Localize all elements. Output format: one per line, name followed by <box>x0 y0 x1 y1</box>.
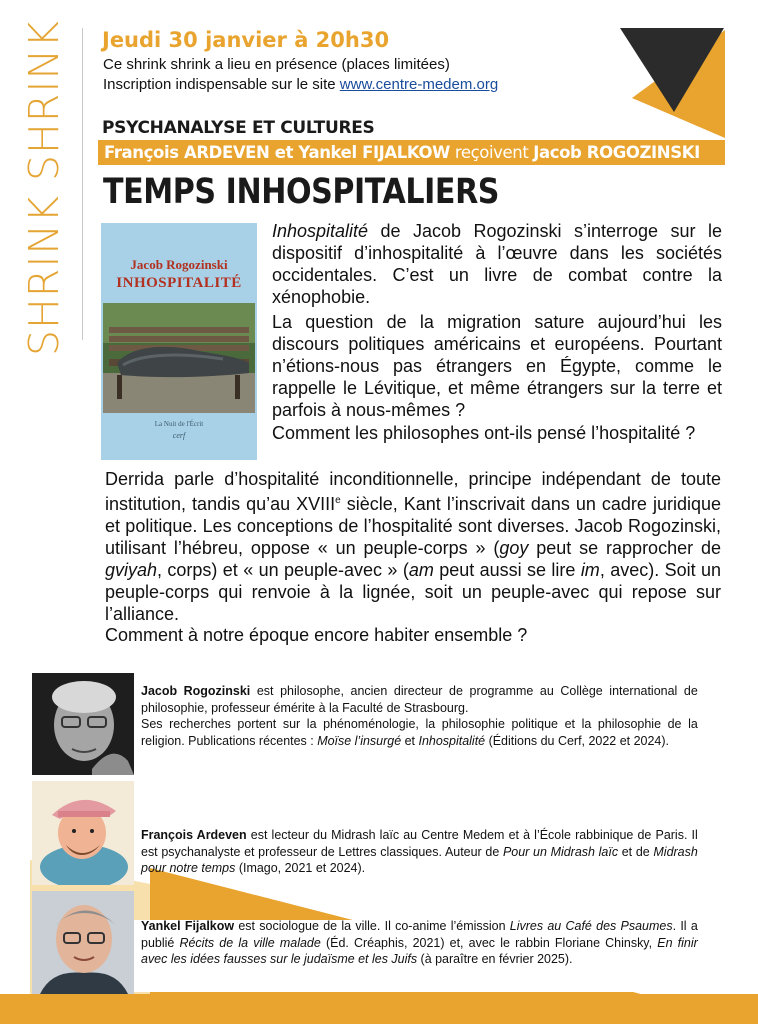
event-info-registration: Inscription indispensable sur le site www.centre-medem.org <box>103 76 499 93</box>
avatar-jacob-rogozinski <box>32 673 134 775</box>
book-cover-photo <box>103 303 255 413</box>
side-label: SHRINK SHRINK <box>20 19 68 357</box>
book-cover-author: Jacob Rogozinski <box>130 257 228 272</box>
book-cover <box>101 223 257 460</box>
series-title: PSYCHANALYSE ET CULTURES <box>102 118 375 138</box>
avatar-francois-ardeven <box>32 781 134 885</box>
corner-decoration-top <box>600 20 740 160</box>
bio-francois-ardeven: François Ardeven est lecteur du Midrash laïc au Centre Medem et à l’École rabbinique de Paris. Il est psychanalyste et professeur de Lettres classiques. Auteur de Pour un Midrash laïc et de Midrash pour notre temps (Imago, 2021 et 2024). <box>141 827 698 875</box>
event-date: Jeudi 30 janvier à 20h30 <box>102 28 390 52</box>
book-cover-publisher: cerf <box>172 431 186 440</box>
event-info-presence: Ce shrink shrink a lieu en présence (places limitées) <box>103 56 450 73</box>
paragraph-migration: La question de la migration sature aujourd’hui les discours politiques américains et européens. Pourtant n’étions-nous pas étrangers en Égypte, comme le rappelle le Lévitique, et même étrangers sur la terre et parfois à nous-mêmes ? <box>272 312 722 420</box>
registration-link[interactable]: www.centre-medem.org <box>339 76 499 93</box>
avatar-yankel-fijalkow <box>32 891 134 994</box>
paragraph-question: Comment les philosophes ont-ils pensé l’hospitalité ? <box>272 423 696 443</box>
paragraph-derrida: Derrida parle d’hospitalité inconditionnelle, principe indépendant de toute institution, tandis qu’au XVIIIe siècle, Kant l’inscrivait dans un cadre juridique et politique. Les conceptions de l’hospitalité sont diverses. Jacob Rogozinski, utilisant l’hébreu, oppose « un peuple-corps » (goy peut se rapprocher de gviyah, corps) et « un peuple-avec » (am peut aussi se lire im, avec). Soit un peuple-corps qui renvoie à la lignée, soit un peuple-avec qui repose sur l’alliance. <box>105 469 722 624</box>
paragraph-closing-question: Comment à notre époque encore habiter ensemble ? <box>105 625 528 645</box>
bio-yankel-fijalkow: Yankel Fijalkow est sociologue de la ville. Il co-anime l’émission Livres au Café des Psaumes. Il a publié Récits de la ville malade (Éd. Créaphis, 2021) et, avec le rabbin Floriane Chinsky, En finir avec les idées fausses sur le judaïsme et les Juifs (à paraître en février 2025). <box>141 918 698 966</box>
book-cover-collection: La Nuit de l'Écrit <box>154 420 204 428</box>
side-divider <box>82 28 83 340</box>
book-cover-title: INHOSPITALITÉ <box>116 275 242 291</box>
paragraph-intro: Inhospitalité de Jacob Rogozinski s’interroge sur le dispositif d’inhospitalité à l’œuvre dans les sociétés occidentales. C’est un livre de combat contre la xénophobie. <box>272 221 722 307</box>
bio-jacob-rogozinski: Jacob Rogozinski est philosophe, ancien directeur de programme au Collège international de philosophie, professeur émérite à la Faculté de Strasbourg. Ses recherches portent sur la phénoménologie, la philosophie politique et la philosophie de la religion. Publications récentes : Moïse l’insurgé et Inhospitalité (Éditions du Cerf, 2022 et 2024). <box>141 683 698 748</box>
host-line: François ARDEVEN et Yankel FIJALKOW reçoivent Jacob ROGOZINSKI <box>104 143 700 162</box>
page-title: TEMPS INHOSPITALIERS <box>103 172 500 212</box>
